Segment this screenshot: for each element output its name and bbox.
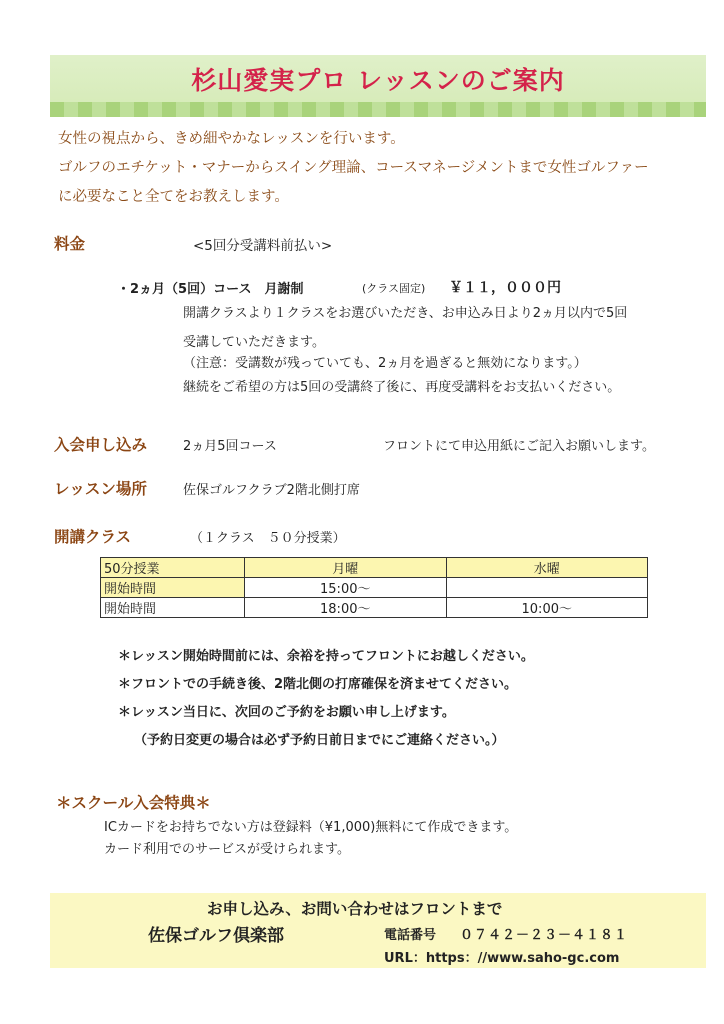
intro-line: 女性の視点から、きめ細やかなレッスンを行います。 [58, 131, 405, 147]
note-item: （予約日変更の場合は必ず予約日前日までにご連絡ください。） [134, 733, 505, 748]
fee-desc-line: 継続をご希望の方は5回の受講終了後に、再度受講料をお支払いください。 [183, 380, 621, 395]
table-cell: 18:00～ [245, 598, 447, 618]
benefits-heading: ＊スクール入会特典＊ [56, 794, 211, 812]
table-row [101, 598, 648, 618]
fee-heading: 料金 [54, 235, 86, 253]
intro-line: に必要なこと全てをお教えします。 [58, 189, 289, 205]
note-item: ＊レッスン当日に、次回のご予約をお願い申し上げます。 [118, 705, 455, 720]
application-note: フロントにて申込用紙にご記入お願いします。 [383, 439, 655, 454]
row-label: 開始時間 [101, 598, 245, 618]
fee-prepay-note: <5回分受講料前払い> [193, 238, 333, 254]
table-row [101, 558, 648, 578]
table-cell [446, 578, 648, 598]
fee-desc-line: （注意：受講数が残っていても、2ヵ月を過ぎると無効になります。） [183, 356, 587, 371]
course-tag: (クラス固定) [362, 282, 426, 295]
phone-number: ０７４２－２３－４１８１ [460, 928, 629, 943]
benefit-line: ICカードをお持ちでない方は登録料（¥1,000)無料にて作成できます。 [104, 820, 518, 835]
note-item: ＊フロントでの手続き後、2階北側の打席確保を済ませてください。 [118, 677, 518, 692]
column-header-wednesday: 水曜 [446, 558, 648, 578]
table-corner: 50分授業 [101, 558, 245, 578]
note-item: ＊レッスン開始時間前には、余裕を持ってフロントにお越しください。 [118, 649, 534, 664]
page-title: 杉山愛実プロ レッスンのご案内 [191, 66, 565, 95]
phone-label: 電話番号 [384, 928, 437, 943]
course-name: ・2ヵ月（5回）コース 月謝制 [117, 282, 304, 297]
row-label: 開始時間 [101, 578, 245, 598]
classes-heading: 開講クラス [54, 528, 132, 546]
footer-headline: お申し込み、お問い合わせはフロントまで [207, 900, 503, 918]
table-cell: 10:00～ [446, 598, 648, 618]
table-cell: 15:00～ [245, 578, 447, 598]
intro-text [58, 125, 698, 212]
application-course: 2ヵ月5回コース [183, 439, 277, 454]
fee-desc-line: 開講クラスより１クラスをお選びいただき、お申込み日より2ヵ月以内で5回 [183, 306, 628, 321]
benefit-line: カード利用でのサービスが受けられます。 [104, 842, 350, 857]
intro-line: ゴルフのエチケット・マナーからスイング理論、コースマネージメントまで女性ゴルファー [58, 160, 649, 176]
location-value: 佐保ゴルフクラブ2階北側打席 [183, 483, 360, 498]
grass-stripe [50, 102, 706, 117]
classes-note: （１クラス ５０分授業） [190, 531, 346, 546]
title-banner [50, 55, 706, 117]
table-row [101, 578, 648, 598]
website-url[interactable]: URL：https：//www.saho-gc.com [384, 951, 620, 966]
column-header-monday: 月曜 [245, 558, 447, 578]
schedule-table [100, 557, 648, 618]
course-price: ￥１１，０００円 [449, 280, 561, 296]
contact-footer [50, 893, 706, 968]
fee-desc-line: 受講していただきます。 [183, 335, 325, 350]
location-heading: レッスン場所 [54, 480, 147, 498]
application-heading: 入会申し込み [54, 436, 148, 454]
club-name: 佐保ゴルフ倶楽部 [148, 926, 284, 946]
notes-list [118, 643, 534, 755]
